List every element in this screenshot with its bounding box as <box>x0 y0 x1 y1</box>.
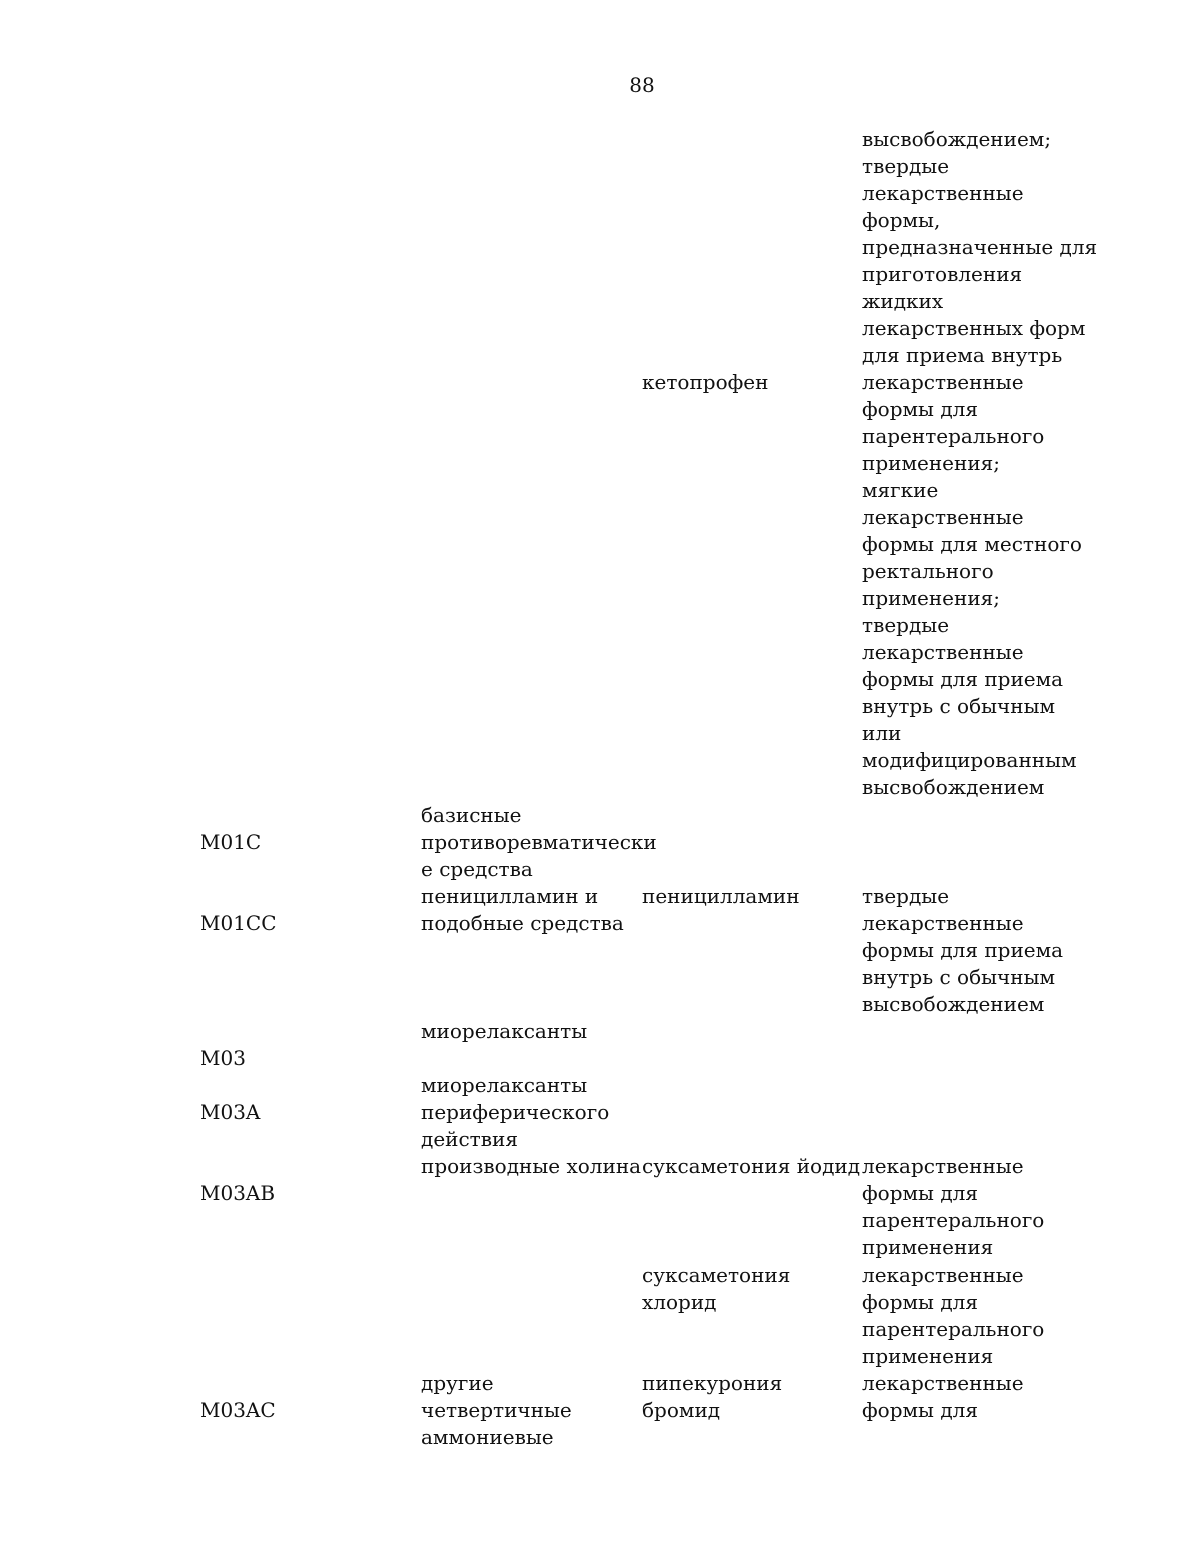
dosage-form: твердые лекарственные формы для приема внутрь с обычным высвобождением <box>862 884 1064 1016</box>
dosage-form: лекарственные формы для парентерального применения; мягкие лекарственные формы для местного ректального применения; твердые лекарственные формы для приема внутрь с обычным или модифицированным высвобождением <box>862 370 1082 799</box>
group-name: производные холина <box>421 1154 642 1178</box>
group-name: базисные противоревматически е средства <box>421 803 657 881</box>
drug-name: суксаметония хлорид <box>642 1263 791 1314</box>
group-name: пеницилламин и подобные средства <box>421 884 624 935</box>
dosage-form-continuation: высвобождением; твердые лекарственные формы, предназначенные для приготовления жидких лекарственных форм для приема внутрь <box>862 127 1098 367</box>
dosage-form: лекарственные формы для парентерального применения <box>862 1154 1045 1259</box>
drug-name: пипекурония бромид <box>642 1371 783 1422</box>
atc-code: M01CC <box>200 911 277 935</box>
atc-code: M03A <box>200 1100 261 1124</box>
drug-name: суксаметония йодид <box>642 1154 861 1178</box>
atc-code: M03 <box>200 1046 246 1070</box>
dosage-form: лекарственные формы для парентерального применения <box>862 1263 1045 1368</box>
drug-name: пеницилламин <box>642 884 800 908</box>
drug-name: кетопрофен <box>642 370 769 394</box>
group-name: миорелаксанты <box>421 1019 588 1043</box>
page-number: 88 <box>629 73 655 97</box>
atc-code: M01C <box>200 830 262 854</box>
atc-code: M03AB <box>200 1181 276 1205</box>
dosage-form: лекарственные формы для <box>862 1371 1024 1422</box>
atc-code: M03AC <box>200 1398 276 1422</box>
group-name: другие четвертичные аммониевые <box>421 1371 572 1449</box>
group-name: миорелаксанты периферического действия <box>421 1073 610 1151</box>
